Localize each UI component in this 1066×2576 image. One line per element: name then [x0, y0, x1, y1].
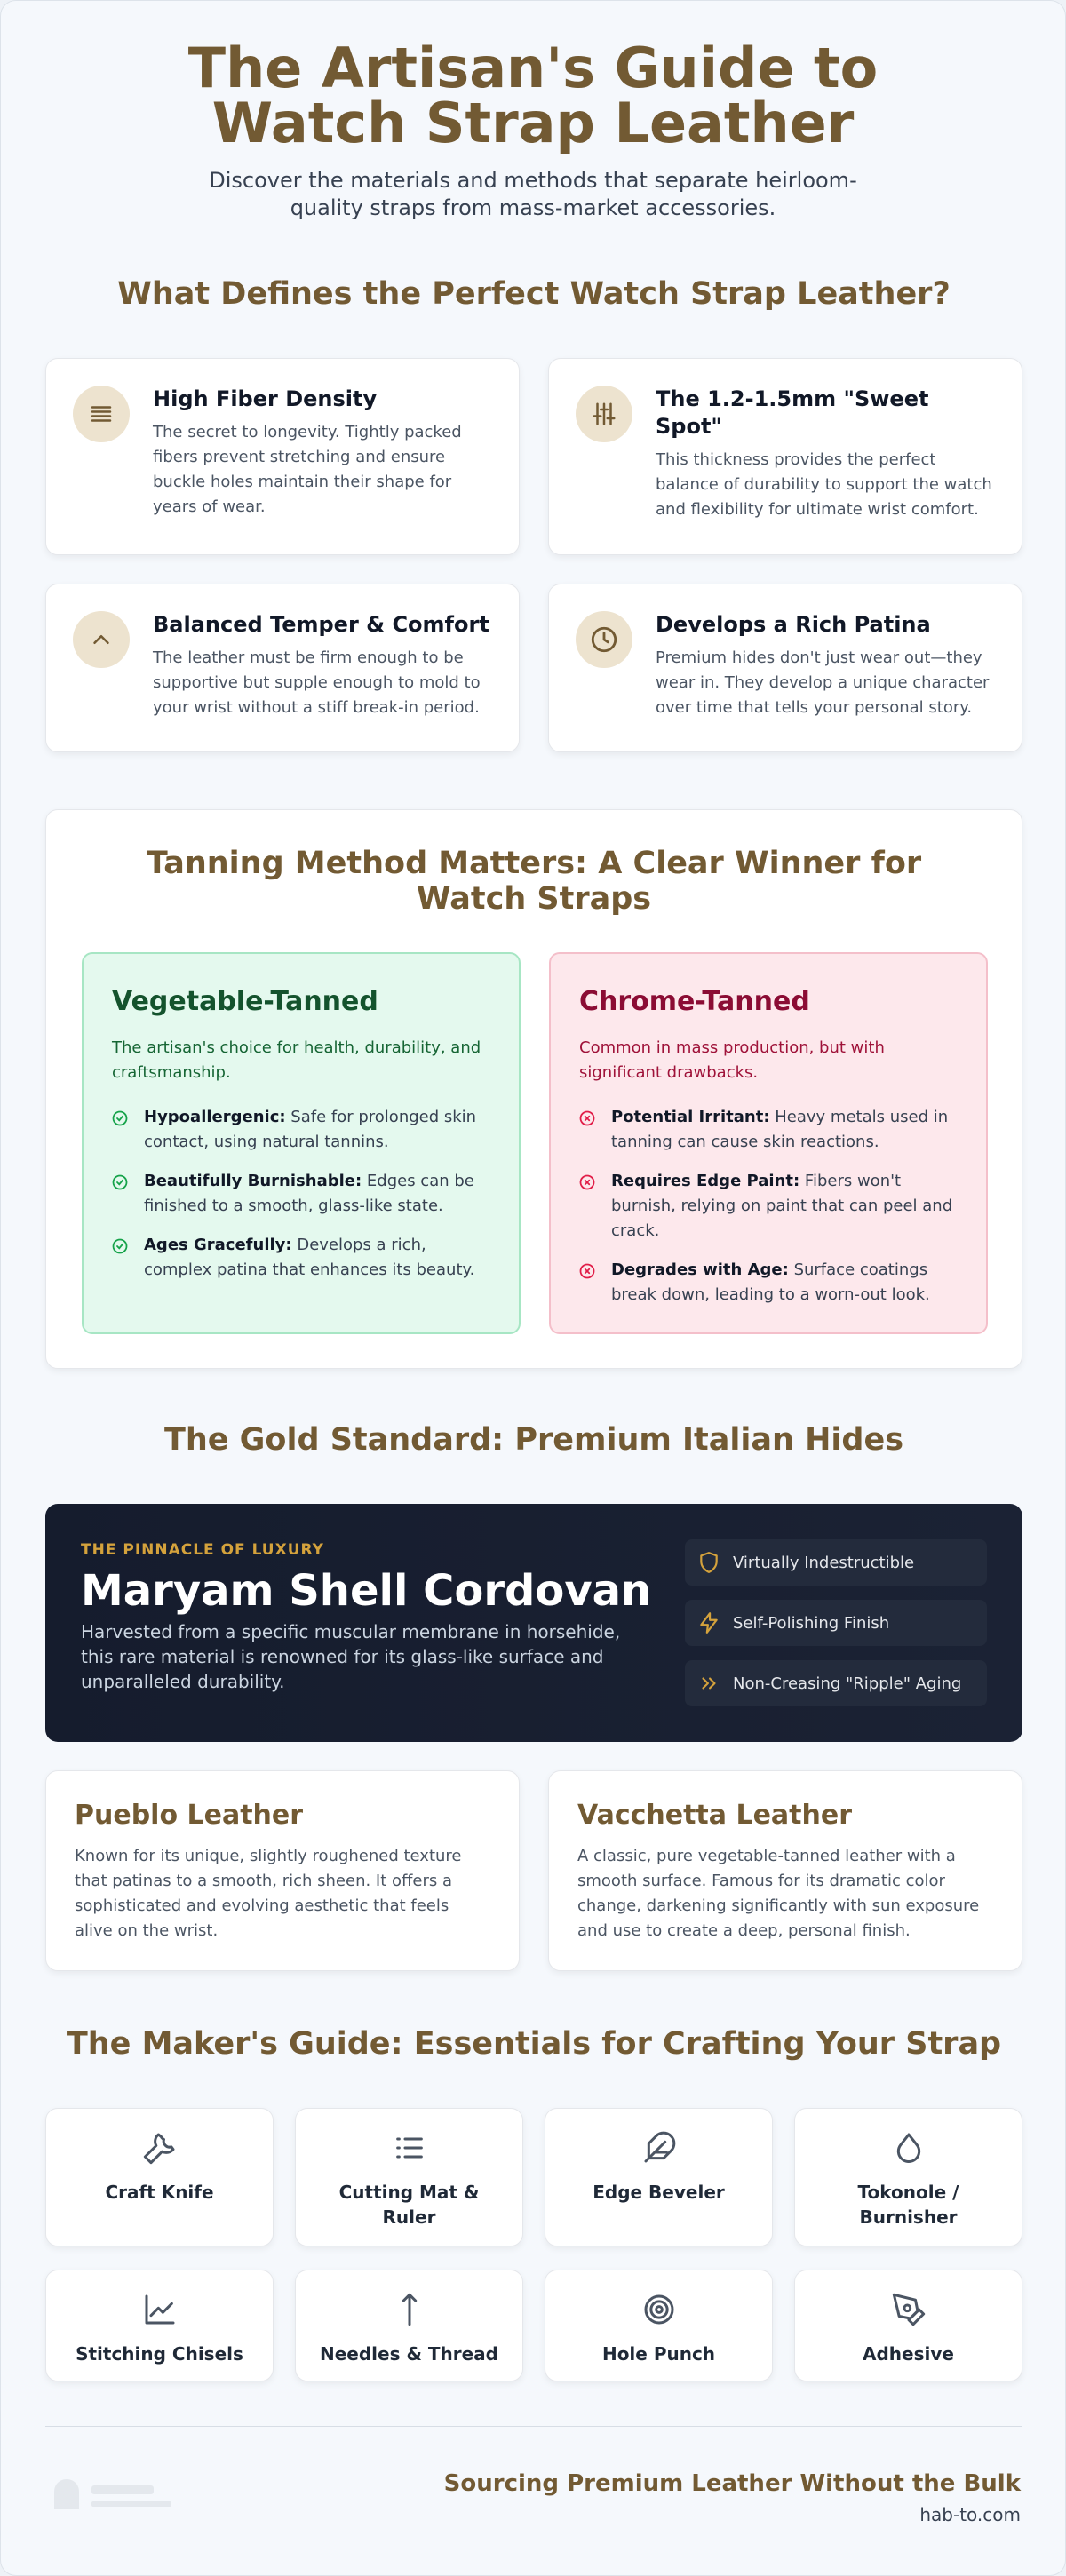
feature-card-patina: [548, 584, 1022, 752]
feature-card-fiber: [45, 358, 520, 555]
feature-card-thickness: [548, 358, 1022, 555]
x-circle-icon: [579, 1174, 595, 1190]
wrench-icon: [142, 2130, 178, 2166]
veg-title: Vegetable-Tanned: [112, 986, 378, 1017]
list-item: Ages Gracefully: Develops a rich, complex patina that enhances its beauty.: [112, 1233, 490, 1283]
page-title: The Artisan's Guide to Watch Strap Leather: [187, 36, 879, 155]
clock-icon: [576, 611, 632, 668]
tool-card: [545, 2108, 773, 2246]
list-icon: [392, 2130, 427, 2166]
list-item: Potential Irritant: Heavy metals used in tanning can cause skin reactions.: [579, 1105, 958, 1155]
chrome-title: Chrome-Tanned: [579, 986, 810, 1017]
defines-title: What Defines the Perfect Watch Strap Leather?: [117, 276, 951, 312]
list-item: Degrades with Age: Surface coatings break down, leading to a worn-out look.: [579, 1258, 958, 1308]
sliders-icon: [576, 386, 632, 442]
feature-text: The leather must be firm enough to be supportive but supple enough to mold to your wrist without a stiff break-in period.: [153, 648, 481, 717]
list-item: Requires Edge Paint: Fibers won't burnish, relying on paint that can peel and crack.: [579, 1169, 958, 1244]
shell-cordovan-title: Maryam Shell Cordovan: [81, 1566, 652, 1616]
feature-text: This thickness provides the perfect balance of durability to support the watch and flexibility for ultimate wrist comfort.: [656, 450, 992, 519]
shell-cordovan-text: Harvested from a specific muscular membrane in horsehide, this rare material is renowned for its glass-like surface and unparalleled durability.: [81, 1621, 621, 1692]
chrome-tanned-panel: [549, 952, 988, 1334]
tool-label: Adhesive: [863, 2343, 954, 2365]
feature-pill: Non-Creasing "Ripple" Aging: [685, 1660, 987, 1706]
feature-title: High Fiber Density: [153, 386, 378, 411]
brand-logo-icon: [49, 2475, 173, 2523]
layers-icon: [73, 386, 130, 442]
x-circle-icon: [579, 1110, 595, 1126]
feather-icon: [641, 2130, 677, 2166]
kicker: THE PINNACLE OF LUXURY: [81, 1541, 324, 1559]
lightning-icon: [697, 1611, 720, 1634]
feature-title: Develops a Rich Patina: [656, 612, 931, 637]
list-item: Hypoallergenic: Safe for prolonged skin contact, using natural tannins.: [112, 1105, 490, 1155]
tool-label: Edge Beveler: [593, 2182, 725, 2203]
leather-title: Pueblo Leather: [75, 1800, 304, 1831]
leather-text: Known for its unique, slightly roughened texture that patinas to a smooth, rich sheen. It offers a sophisticated and evolving aesthetic that feels alive on the wrist.: [75, 1847, 462, 1940]
tool-label: Craft Knife: [105, 2182, 214, 2203]
gold-standard-title: The Gold Standard: Premium Italian Hides: [163, 1422, 904, 1458]
page-subtitle: Discover the materials and methods that separate heirloom-quality straps from mass-market accessories.: [209, 168, 857, 220]
tool-card: [295, 2270, 523, 2381]
veg-tanned-panel: [82, 952, 521, 1334]
tool-card: [545, 2270, 773, 2381]
tool-card: [295, 2108, 523, 2246]
veg-lead: The artisan's choice for health, durability, and craftsmanship.: [112, 1038, 481, 1082]
droplet-icon: [891, 2130, 927, 2166]
feature-pill: Virtually Indestructible: [685, 1539, 987, 1586]
check-circle-icon: [112, 1174, 128, 1190]
tanning-section: [45, 809, 1022, 1369]
tool-label: Cutting Mat & Ruler: [338, 2182, 480, 2228]
feature-title: The 1.2-1.5mm "Sweet Spot": [656, 386, 929, 439]
tool-card: [794, 2108, 1022, 2246]
list-item: Beautifully Burnishable: Edges can be finished to a smooth, glass-like state.: [112, 1169, 490, 1219]
chart-line-icon: [142, 2292, 178, 2327]
leather-title: Vacchetta Leather: [577, 1800, 853, 1831]
shell-cordovan-banner: [45, 1504, 1022, 1742]
pen-tool-icon: [891, 2292, 927, 2327]
arrow-up-icon: [392, 2292, 427, 2327]
chevron-up-icon: [73, 611, 130, 668]
footer-title: Sourcing Premium Leather Without the Bulk: [443, 2470, 1021, 2497]
tool-label: Stitching Chisels: [76, 2343, 243, 2365]
feature-card-temper: [45, 584, 520, 752]
check-circle-icon: [112, 1110, 128, 1126]
chrome-lead: Common in mass production, but with significant drawbacks.: [579, 1038, 885, 1082]
tanning-title: Tanning Method Matters: A Clear Winner for Watch Straps: [146, 846, 922, 917]
divider: [45, 2426, 1022, 2427]
feature-text: The secret to longevity. Tightly packed fibers prevent stretching and ensure buckle holes maintain their shape for years of wear.: [153, 423, 462, 516]
tool-label: Tokonole / Burnisher: [857, 2182, 959, 2228]
double-chevron-icon: [697, 1672, 720, 1695]
tool-card: [794, 2270, 1022, 2381]
target-icon: [641, 2292, 677, 2327]
tool-label: Needles & Thread: [320, 2343, 498, 2365]
makers-guide-title: The Maker's Guide: Essentials for Crafting Your Strap: [66, 2026, 1002, 2062]
tool-card: [45, 2270, 274, 2381]
feature-title: Balanced Temper & Comfort: [153, 612, 489, 637]
check-circle-icon: [112, 1238, 128, 1254]
tool-card: [45, 2108, 274, 2246]
x-circle-icon: [579, 1263, 595, 1279]
pueblo-card: [45, 1770, 520, 1971]
feature-text: Premium hides don't just wear out—they wear in. They develop a unique character over time that tells your personal story.: [656, 648, 990, 717]
leather-text: A classic, pure vegetable-tanned leather with a smooth surface. Famous for its dramatic color change, darkening significantly with sun exposure and use to create a deep, personal finish.: [577, 1847, 980, 1940]
shield-icon: [697, 1551, 720, 1574]
vacchetta-card: [548, 1770, 1022, 1971]
tool-label: Hole Punch: [601, 2343, 716, 2365]
footer-url[interactable]: hab-to.com: [919, 2504, 1021, 2525]
feature-pill: Self-Polishing Finish: [685, 1600, 987, 1646]
